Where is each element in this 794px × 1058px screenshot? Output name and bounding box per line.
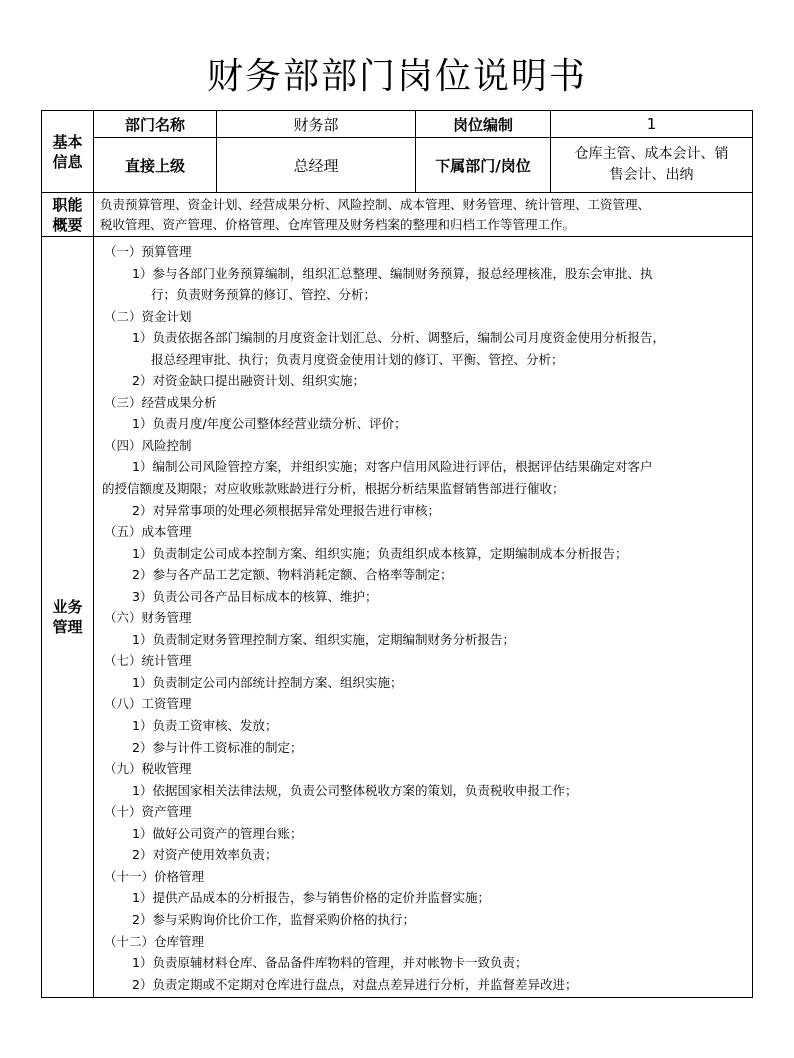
management-line: 的授信额度及期限；对应收账款账龄进行分析，根据分析结果监督销售部进行催收； — [102, 481, 565, 497]
management-line: 1）负责月度/年度公司整体经营业绩分析、评价； — [132, 416, 407, 432]
management-section-heading: （七）统计管理 — [104, 653, 192, 669]
summary-line-2: 税收管理、资产管理、价格管理、仓库管理及财务档案的整理和归档工作等管理工作。 — [100, 216, 576, 232]
management-line: 2）参与各产品工艺定额、物料消耗定额、合格率等制定； — [132, 567, 453, 583]
management-line: 1）编制公司风险管控方案，并组织实施；对客户信用风险进行评估，根据评估结果确定对客户 — [132, 459, 653, 475]
management-section-heading: （六）财务管理 — [104, 610, 192, 626]
basic-info-row-1 — [42, 111, 753, 138]
basic-info-label-text: 基本信息 — [52, 132, 83, 171]
management-section-heading: （十）资产管理 — [104, 804, 192, 820]
management-section-heading: （三）经营成果分析 — [104, 394, 217, 410]
management-section-heading: （十二）仓库管理 — [104, 933, 205, 949]
management-section-heading: （九）税收管理 — [104, 761, 192, 777]
management-line: 1）参与各部门业务预算编制，组织汇总整理、编制财务预算，报总经理核准，股东会审批、执 — [132, 265, 653, 281]
management-line: 1）负责依据各部门编制的月度资金计划汇总、分析、调整后，编制公司月度资金使用分析报告， — [132, 330, 665, 346]
basic-info-row-2 — [42, 138, 753, 193]
post-count-value: 1 — [551, 111, 753, 138]
management-line: 报总经理审批、执行；负责月度资金使用计划的修订、平衡、管控、分析； — [151, 351, 564, 367]
management-section-heading: （十一）价格管理 — [104, 868, 205, 884]
management-label-text: 业务管理 — [52, 598, 83, 637]
management-line: 2）对资金缺口提出融资计划、组织实施； — [132, 373, 365, 389]
management-section-heading: （二）资金计划 — [104, 308, 192, 324]
management-line: 1）负责制定公司内部统计控制方案、组织实施； — [132, 674, 403, 690]
subordinate-value-line-1: 仓库主管、成本会计、销 — [574, 146, 729, 162]
management-line: 2）对异常事项的处理必须根据异常处理报告进行审核； — [132, 502, 440, 518]
superior-label: 直接上级 — [94, 138, 217, 193]
dept-name-value: 财务部 — [217, 111, 416, 138]
management-section-heading: （八）工资管理 — [104, 696, 192, 712]
page-title: 财务部部门岗位说明书 — [206, 56, 587, 97]
basic-info-label — [42, 111, 94, 193]
job-description-table — [41, 110, 753, 998]
management-line: 1）负责制定财务管理控制方案、组织实施，定期编制财务分析报告； — [132, 631, 515, 647]
management-line: 2）参与采购询价比价工作，监督采购价格的执行； — [132, 911, 415, 927]
summary-label-text: 职能概要 — [52, 195, 83, 234]
summary-label — [42, 193, 94, 237]
dept-name-label: 部门名称 — [94, 111, 217, 138]
management-line: 2）对资产使用效率负责； — [132, 847, 278, 863]
subordinate-label: 下属部门/岗位 — [416, 138, 551, 193]
management-line: 1）负责制定公司成本控制方案、组织实施；负责组织成本核算，定期编制成本分析报告； — [132, 545, 628, 561]
subordinate-value — [551, 138, 753, 193]
management-label — [42, 237, 94, 998]
summary-row — [42, 193, 753, 237]
management-line: 2）参与计件工资标准的制定； — [132, 739, 303, 755]
management-content — [94, 237, 753, 998]
summary-content — [94, 193, 753, 237]
management-line: 1）依据国家相关法律法规，负责公司整体税收方案的策划，负责税收申报工作； — [132, 782, 578, 798]
management-line: 1）负责原辅材料仓库、备品备件库物料的管理，并对帐物卡一致负责； — [132, 955, 528, 971]
management-line: 行；负责财务预算的修订、管控、分析； — [151, 287, 377, 303]
management-line: 1）提供产品成本的分析报告，参与销售价格的定价并监督实施； — [132, 890, 490, 906]
management-section-heading: （一）预算管理 — [104, 244, 192, 259]
management-line: 1）做好公司资产的管理台账； — [132, 825, 303, 841]
management-lines — [102, 241, 748, 995]
management-section-heading: （四）风险控制 — [104, 437, 192, 453]
subordinate-value-line-2: 售会计、出纳 — [609, 167, 694, 183]
management-line: 2）负责定期或不定期对仓库进行盘点，对盘点差异进行分析，并监督差异改进； — [132, 976, 578, 992]
management-line: 1）负责工资审核、发放； — [132, 718, 278, 734]
management-section-heading: （五）成本管理 — [104, 524, 192, 540]
management-line: 3）负责公司各产品目标成本的核算、维护； — [132, 588, 378, 604]
superior-value: 总经理 — [217, 138, 416, 193]
summary-line-1: 负责预算管理、资金计划、经营成果分析、风险控制、成本管理、财务管理、统计管理、工资管理、 — [100, 196, 651, 212]
management-row — [42, 237, 753, 998]
post-count-label: 岗位编制 — [416, 111, 551, 138]
